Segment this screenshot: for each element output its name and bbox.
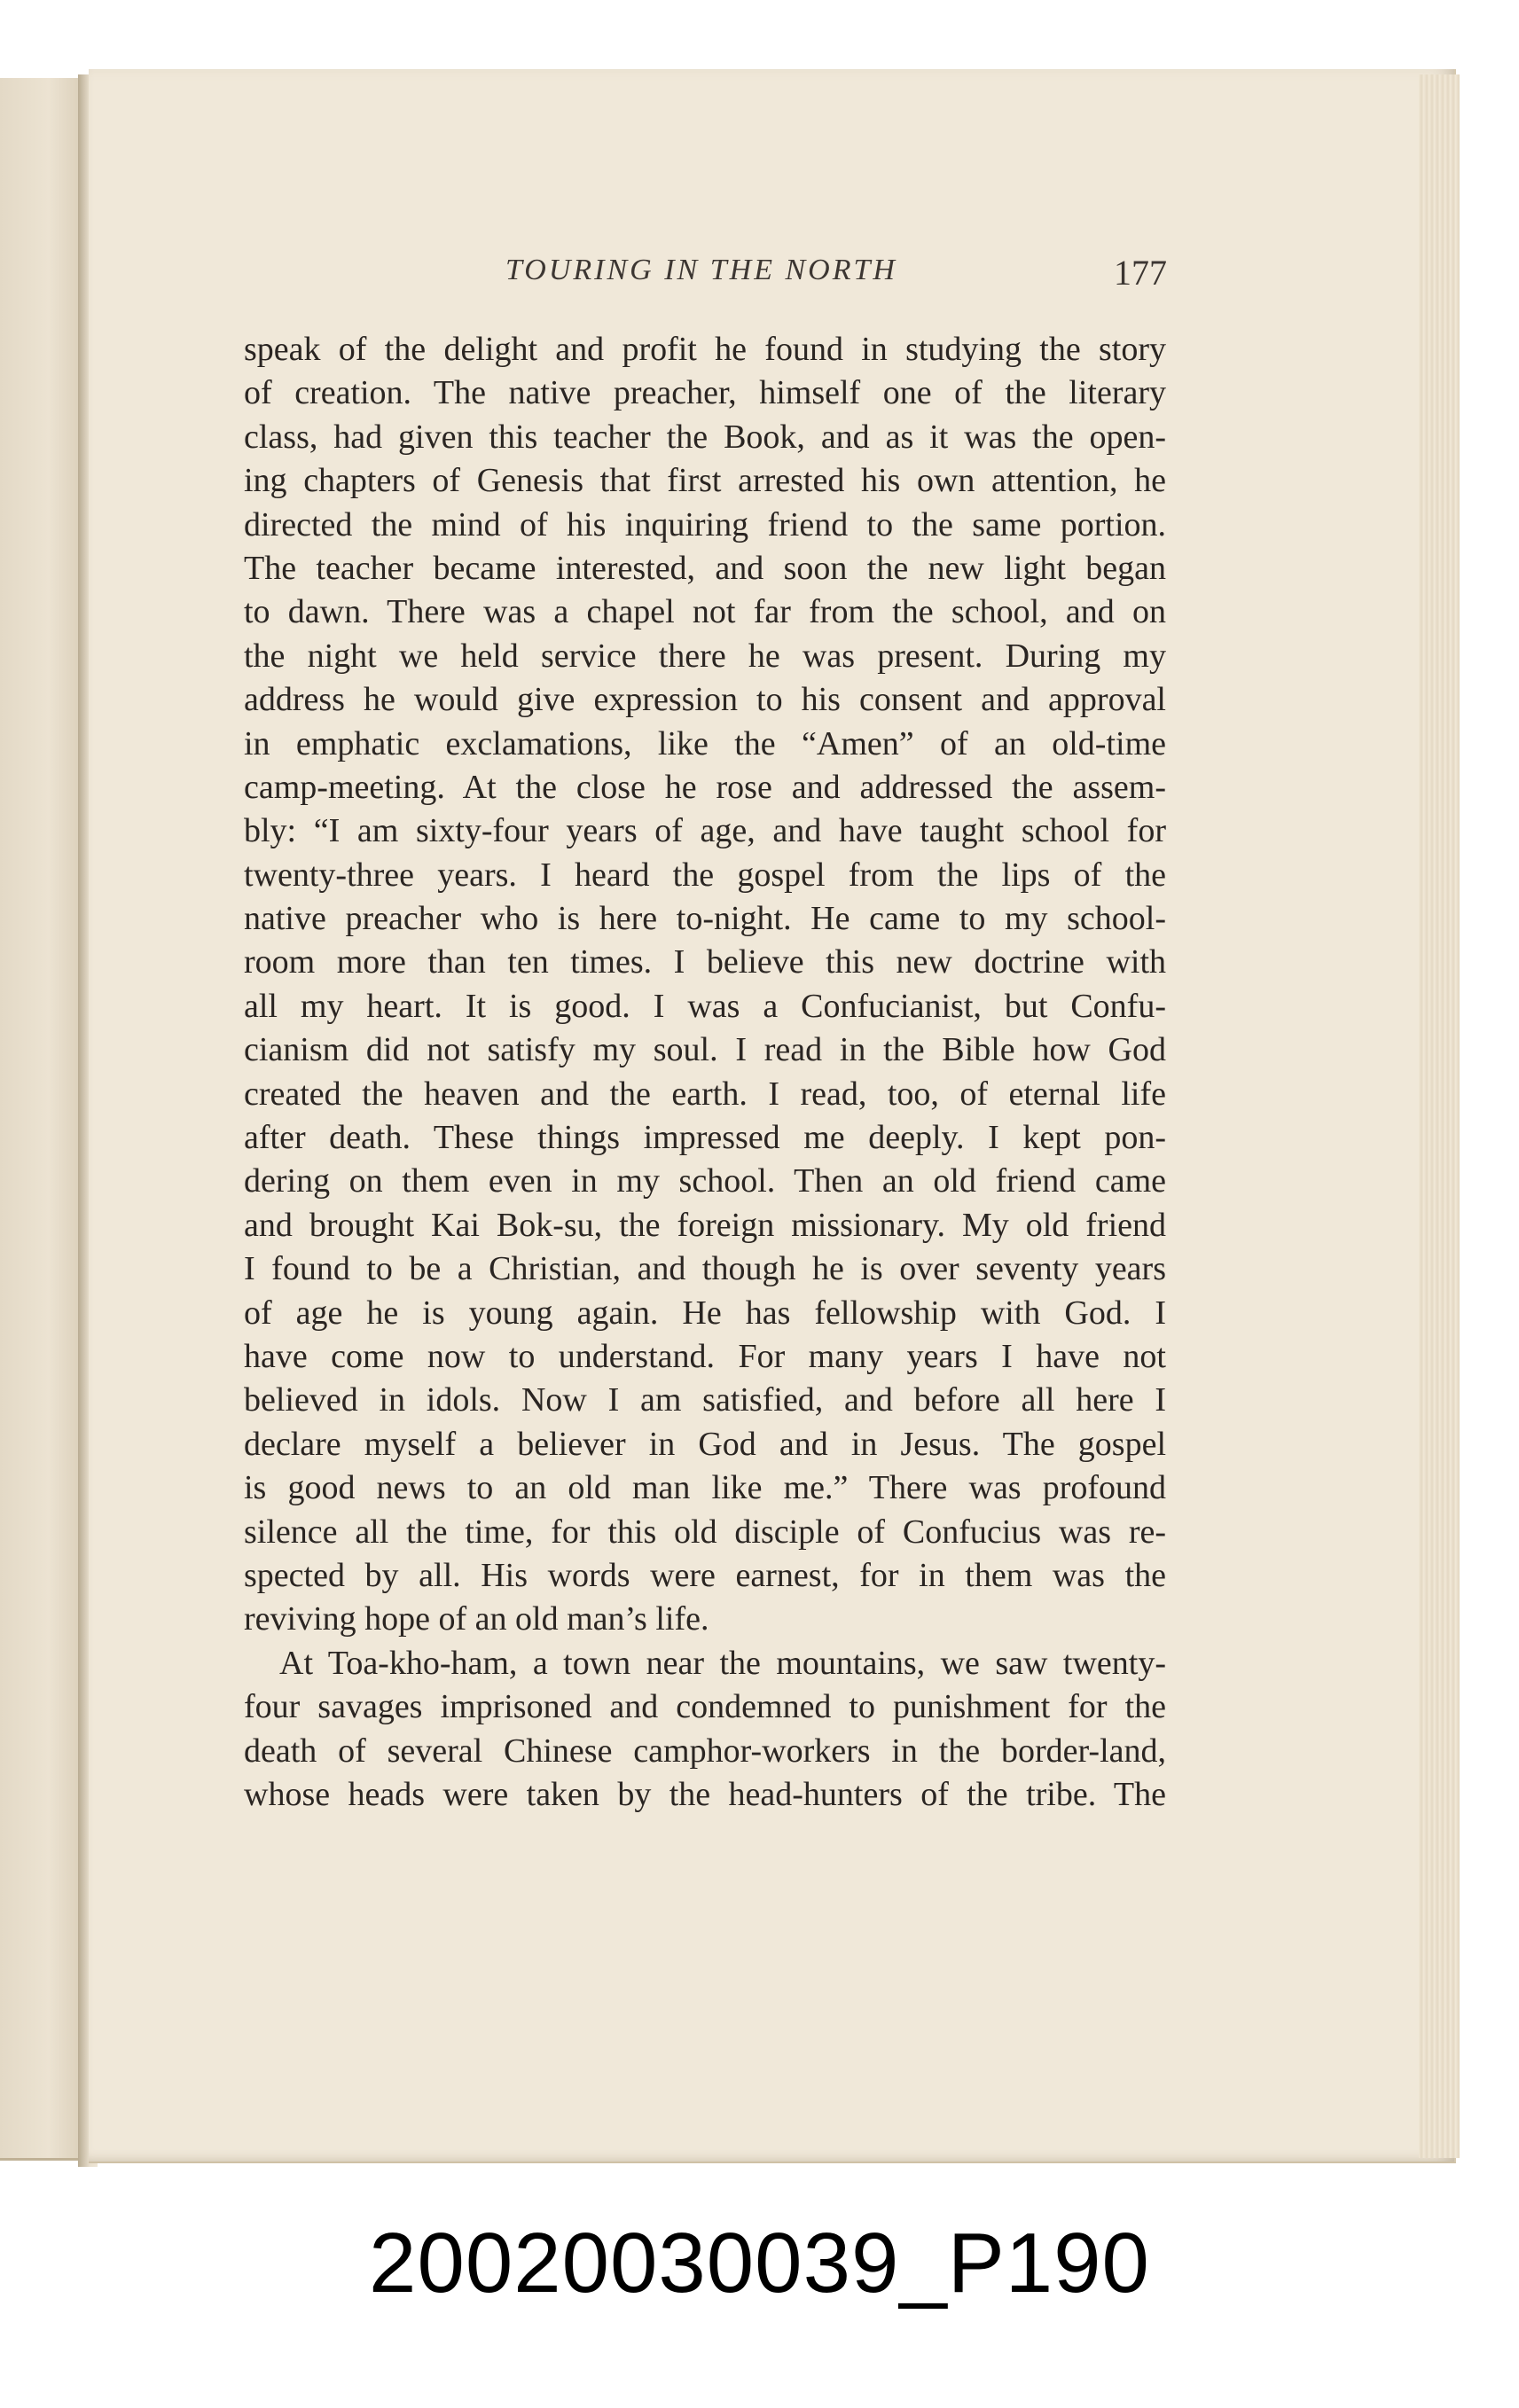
text-line: and brought Kai Bok-su, the foreign missionary. My old friend	[244, 1206, 1166, 1244]
text-line: silence all the time, for this old disciple of Confucius was re-	[244, 1513, 1166, 1551]
text-line: of creation. The native preacher, himself one of the literary	[244, 374, 1166, 412]
running-head: TOURING IN THE NORTH	[505, 254, 897, 286]
paragraph	[244, 1642, 1166, 1818]
text-line: all my heart. It is good. I was a Confucianist, but Confu-	[244, 987, 1166, 1025]
text-line: twenty-three years. I heard the gospel from the lips of the	[244, 856, 1166, 894]
text-line: I found to be a Christian, and though he is over seventy years	[244, 1250, 1166, 1288]
text-line: spected by all. His words were earnest, for in them was the	[244, 1556, 1166, 1594]
text-line: the night we held service there he was present. During my	[244, 637, 1166, 675]
text-line: have come now to understand. For many years I have not	[244, 1337, 1166, 1375]
body-text	[244, 328, 1166, 1817]
facing-page-edge	[0, 78, 89, 2161]
text-line: declare myself a believer in God and in Jesus. The gospel	[244, 1425, 1166, 1463]
text-line: whose heads were taken by the head-hunters of the tribe. The	[244, 1775, 1166, 1813]
page-number: 177	[1114, 253, 1167, 293]
text-line: address he would give expression to his consent and approval	[244, 681, 1166, 719]
text-line: room more than ten times. I believe this new doctrine with	[244, 943, 1166, 981]
text-line: in emphatic exclamations, like the “Amen” of an old-time	[244, 724, 1166, 762]
text-line: after death. These things impressed me deeply. I kept pon-	[244, 1119, 1166, 1157]
text-line: created the heaven and the earth. I read, too, of eternal life	[244, 1075, 1166, 1113]
text-line: directed the mind of his inquiring friend to the same portion.	[244, 505, 1166, 543]
text-line: At Toa-kho-ham, a town near the mountains, we saw twenty-	[279, 1644, 1166, 1682]
text-line: speak of the delight and profit he found in studying the story	[244, 331, 1166, 368]
text-line: cianism did not satisfy my soul. I read in the Bible how God	[244, 1031, 1166, 1069]
image-caption: 20020030039_P190	[369, 2216, 1150, 2310]
text-line: to dawn. There was a chapel not far from the school, and on	[244, 593, 1166, 631]
text-line: The teacher became interested, and soon the new light began	[244, 549, 1166, 587]
text-line: believed in idols. Now I am satisfied, and before all here I	[244, 1381, 1166, 1419]
text-line: reviving hope of an old man’s life.	[244, 1600, 709, 1638]
page-fore-edge	[1419, 74, 1460, 2158]
text-line: class, had given this teacher the Book, and as it was the open-	[244, 418, 1166, 456]
text-line: native preacher who is here to-night. He came to my school-	[244, 900, 1166, 938]
text-line: ing chapters of Genesis that first arrested his own attention, he	[244, 462, 1166, 500]
paragraph	[244, 328, 1166, 1642]
text-line: camp-meeting. At the close he rose and addressed the assem-	[244, 768, 1166, 806]
text-line: dering on them even in my school. Then an old friend came	[244, 1162, 1166, 1200]
text-line: death of several Chinese camphor-workers in the border-land,	[244, 1732, 1166, 1770]
text-line: bly: “I am sixty-four years of age, and have taught school for	[244, 812, 1166, 850]
text-line: four savages imprisoned and condemned to punishment for the	[244, 1688, 1166, 1726]
text-line: is good news to an old man like me.” There was profound	[244, 1469, 1166, 1507]
text-line: of age he is young again. He has fellowship with God. I	[244, 1294, 1166, 1332]
